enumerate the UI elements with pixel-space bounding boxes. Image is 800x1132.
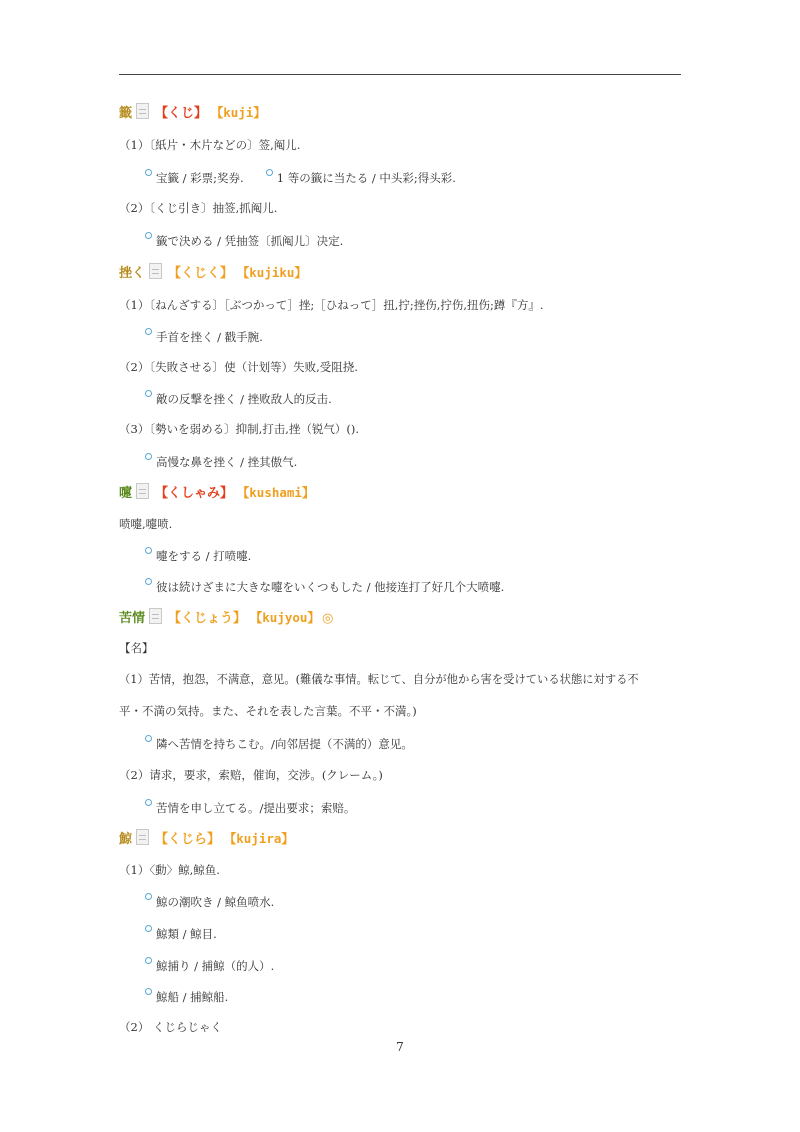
sense-line: （2）请求，要求，索赔，催询，交涉。(クレーム。): [119, 768, 383, 782]
example-text: 苦情を申し立てる。/提出要求；索赔。: [156, 801, 356, 815]
example-text: 鯨類 / 鲸目.: [156, 927, 217, 941]
kana-reading: 【くしゃみ】: [155, 486, 234, 501]
romaji-reading: 【kujyou】: [256, 610, 320, 625]
romaji-reading: 【kushami】: [243, 485, 315, 500]
part-of-speech: 【名】: [119, 641, 154, 655]
example-text: 隣へ苦情を持ちこむ。/向邻居提（不满的）意见。: [156, 737, 413, 751]
sense-line: （2） くじらじゃく: [119, 1020, 222, 1034]
header-rule: [119, 74, 681, 75]
example-line: [145, 957, 274, 974]
romaji-reading: 【kujiku】: [243, 265, 307, 280]
entry-header: [119, 103, 266, 123]
bullet-icon: [145, 232, 152, 239]
example-line: [145, 735, 413, 752]
example-text: 鯨船 / 捕鲸船.: [156, 990, 229, 1004]
sense-line: 喷嚏,嚏喷.: [119, 517, 173, 531]
sense-line: （1）苦情，抱怨，不满意，意见。(難儀な事情。転じて、自分が他から害を受けている状態に対する不: [119, 673, 639, 686]
dictionary-icon: [136, 483, 149, 499]
dictionary-icon: [136, 829, 149, 845]
example-line: [145, 893, 274, 910]
kana-reading: 【くじょう】: [168, 611, 247, 626]
romaji-reading: 【kuji】: [217, 105, 266, 120]
entry-header: [119, 608, 333, 628]
example-line: [145, 578, 504, 595]
kana-reading: 【くじく】: [168, 266, 234, 281]
bullet-icon: [145, 925, 152, 932]
headword: 挫く: [119, 266, 146, 281]
example-line: [145, 232, 343, 249]
dictionary-icon: [136, 103, 149, 119]
headword: 苦情: [119, 611, 146, 626]
sense-line: （2）〔くじ引き〕抽签,抓阄儿.: [119, 201, 278, 215]
example-text: 鯨の潮吹き / 鲸鱼喷水.: [156, 895, 275, 909]
sense-line: （1）〔ねんざする〕［ぶつかって］挫;［ひねって］扭,拧;挫伤,拧伤,扭伤;蹲『方』.: [119, 298, 544, 312]
headword: 籤: [119, 106, 133, 121]
entry-header: [119, 483, 314, 503]
sense-line: （3）〔勢いを弱める〕抑制,打击,挫（锐气）().: [119, 422, 360, 436]
example-line: [145, 328, 263, 345]
example-line: [145, 925, 217, 942]
example-text: 手首を挫く / 戳手腕.: [156, 330, 263, 344]
example-text: 宝籤 / 彩票;奖券.: [156, 171, 244, 185]
bullet-icon: [145, 893, 152, 900]
headword: 嚔: [119, 486, 133, 501]
example-line: [145, 169, 456, 186]
entry-header: [119, 263, 307, 283]
example-text: 籤で決める / 凭抽签〔抓阄儿〕决定.: [156, 234, 344, 248]
bullet-icon: [266, 169, 273, 176]
bullet-icon: [145, 453, 152, 460]
entry-header: [119, 829, 294, 849]
example-line: [145, 390, 332, 407]
bullet-icon: [145, 390, 152, 397]
bullet-icon: [145, 547, 152, 554]
bullet-icon: [145, 328, 152, 335]
example-text: 嚏をする / 打喷嚏.: [156, 549, 252, 563]
sense-line: （1）〈動〉鲸,鲸鱼.: [119, 863, 220, 877]
example-line: [145, 799, 355, 816]
dictionary-icon: [149, 263, 162, 279]
example-text: 1 等の籤に当たる / 中头彩;得头彩.: [276, 171, 456, 185]
example-text: 高慢な鼻を挫く / 挫其傲气.: [156, 455, 298, 469]
page-number: 7: [396, 1040, 404, 1054]
sense-line: （1）〔紙片・木片などの〕签,阄儿.: [119, 138, 301, 152]
sense-line: （2）〔失敗させる〕使（计划等）失败,受阻挠.: [119, 360, 358, 374]
example-line: [145, 453, 297, 470]
example-line: [145, 547, 251, 564]
bullet-icon: [145, 735, 152, 742]
kana-reading: 【くじ】: [155, 106, 208, 121]
example-text: 敵の反撃を挫く / 挫败敌人的反击.: [156, 392, 332, 406]
example-line: [145, 988, 228, 1005]
kana-reading: 【くじら】: [155, 832, 221, 847]
example-text: 鯨捕り / 捕鲸（的人）.: [156, 959, 275, 973]
bullet-icon: [145, 988, 152, 995]
romaji-reading: 【kujira】: [230, 831, 294, 846]
dictionary-icon: [149, 608, 162, 624]
example-text: 彼は続けざまに大きな嚏をいくつもした / 他接连打了好几个大喷嚏.: [156, 580, 505, 594]
headword: 鯨: [119, 832, 133, 847]
bullet-icon: [145, 799, 152, 806]
bullet-icon: [145, 578, 152, 585]
common-word-mark: ◎: [321, 611, 334, 626]
bullet-icon: [145, 169, 152, 176]
bullet-icon: [145, 957, 152, 964]
sense-line-continued: 平・不満の気持。また、それを表した言葉。不平・不満。): [119, 704, 417, 718]
